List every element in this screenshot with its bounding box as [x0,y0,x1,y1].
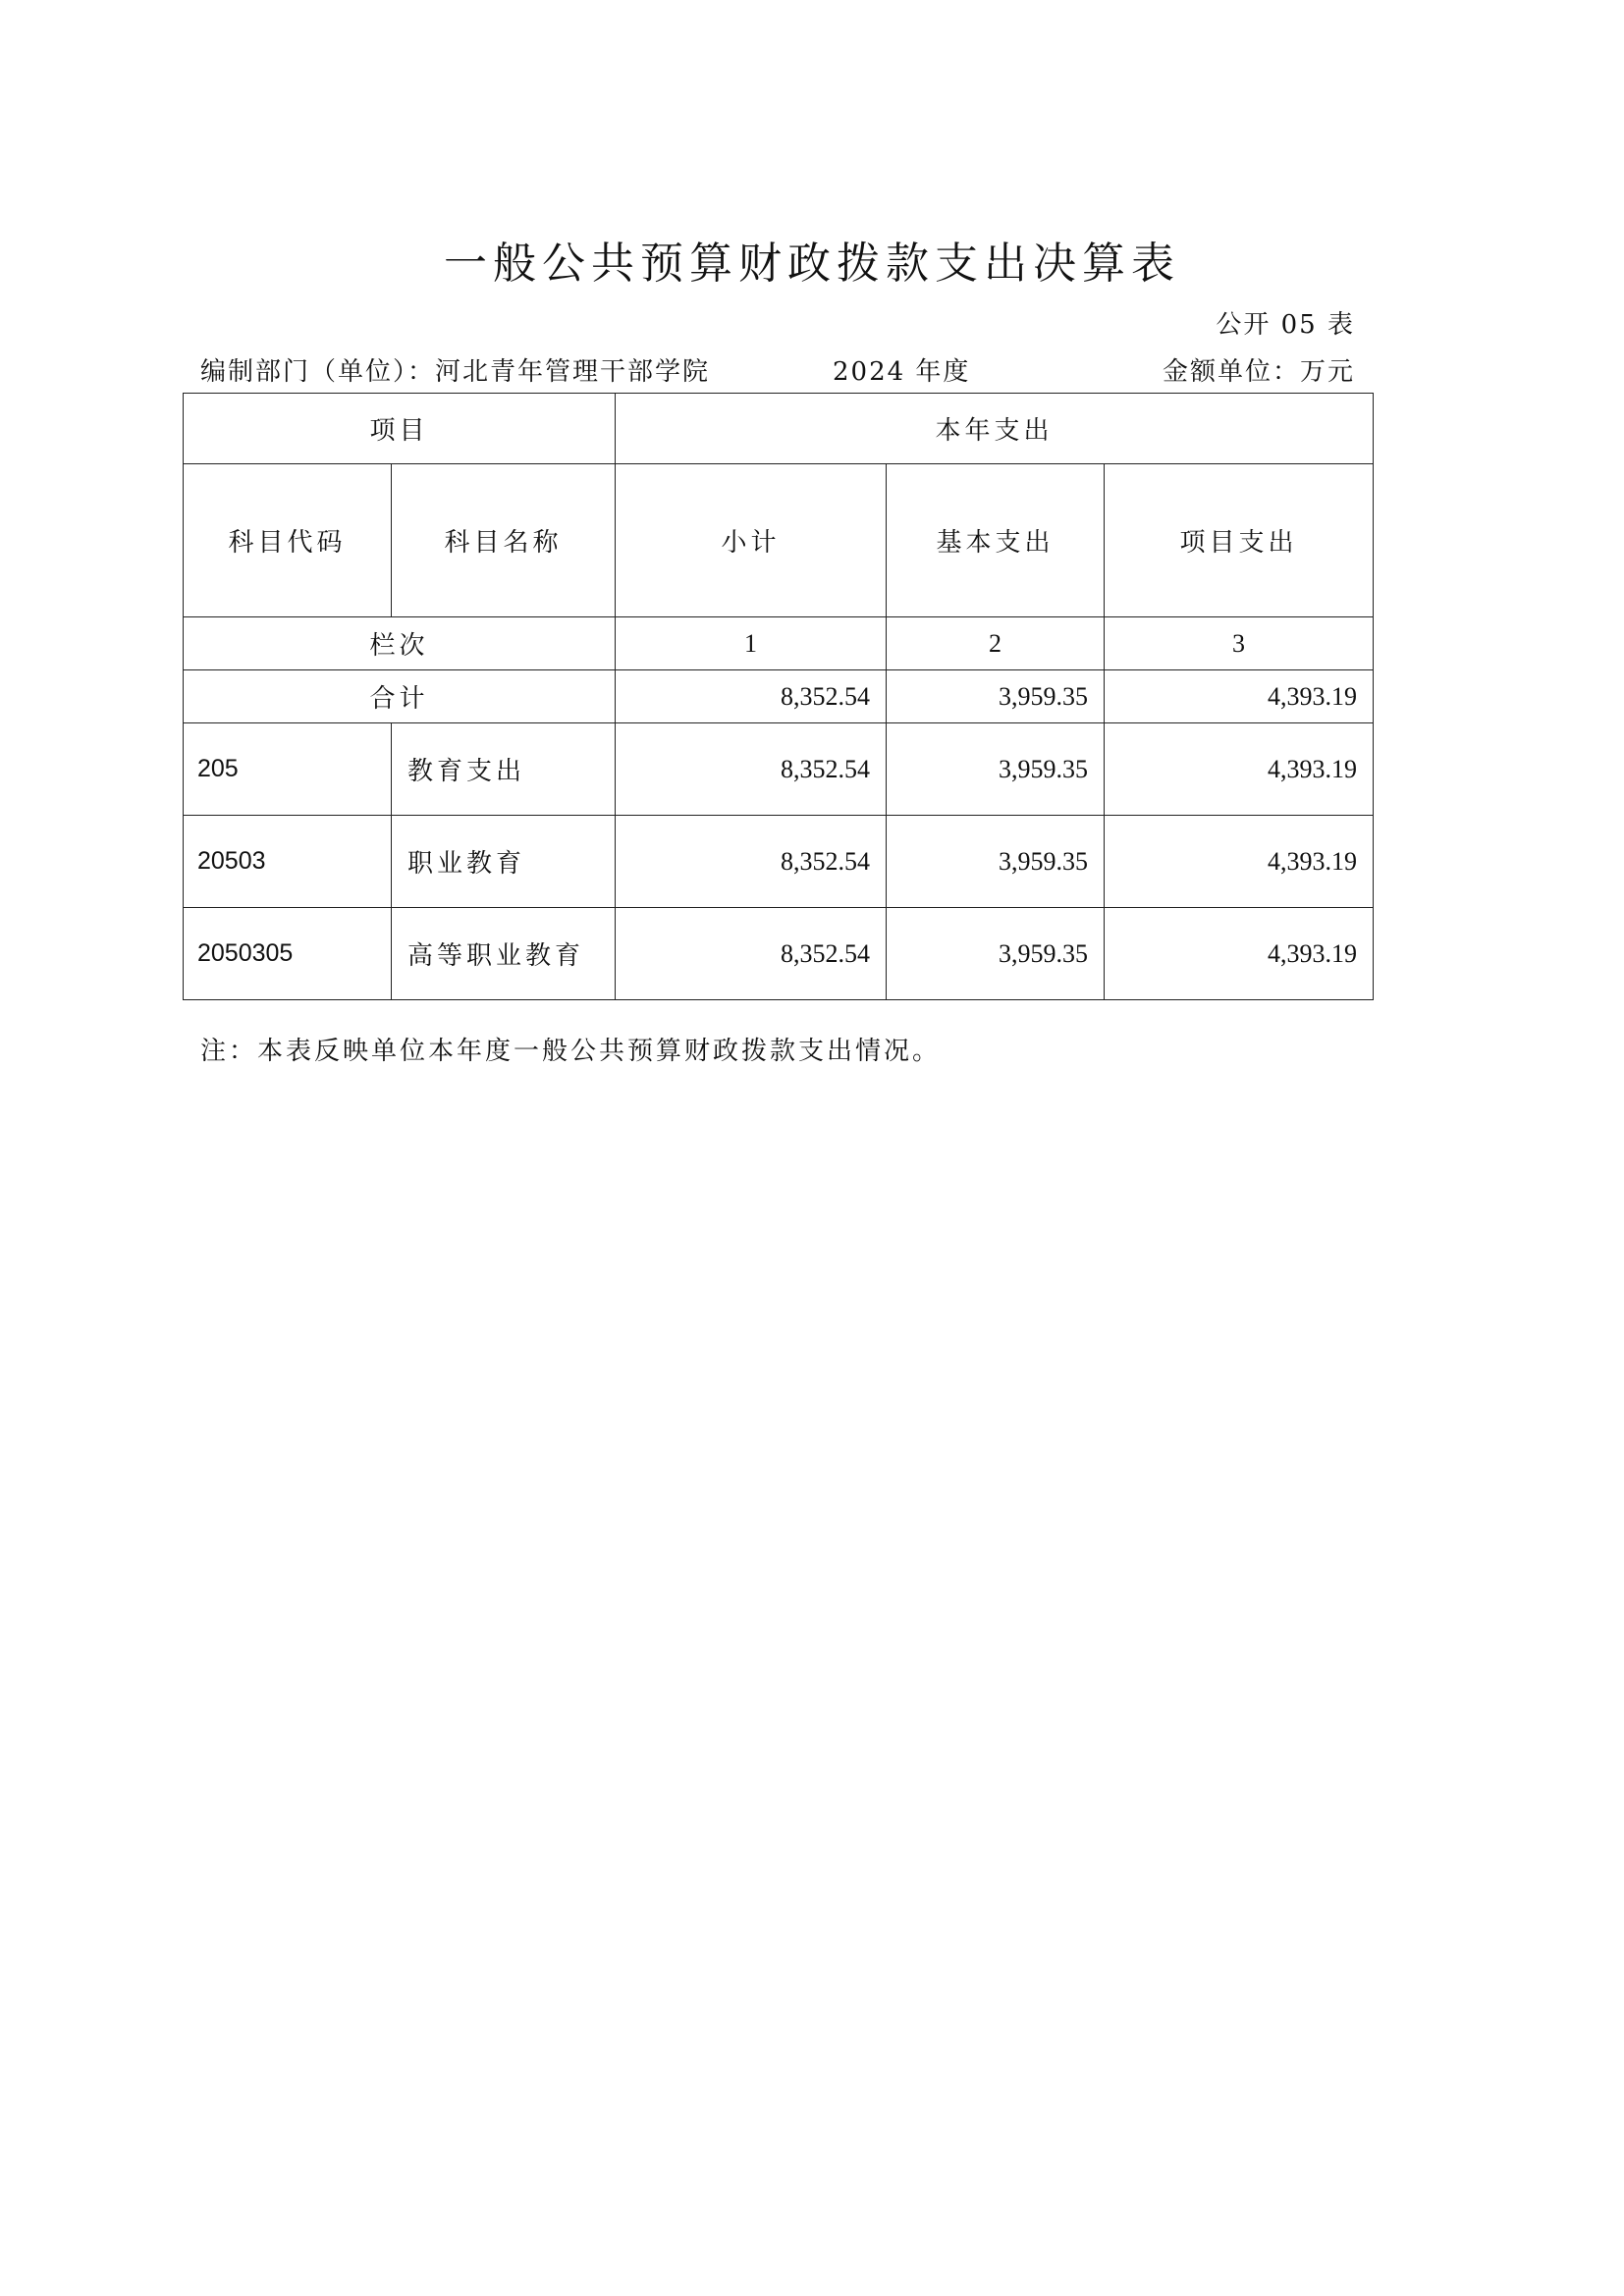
column-number-3: 3 [1105,617,1374,670]
year-label: 2024 年度 [833,357,971,387]
row-name: 职业教育 [392,816,616,908]
table-row [184,816,1374,908]
column-number-2: 2 [887,617,1105,670]
row-code: 2050305 [184,908,392,1000]
table-note: 注：本表反映单位本年度一般公共预算财政拨款支出情况。 [200,1037,942,1066]
header-subject-name: 科目名称 [392,464,616,617]
column-number-1: 1 [616,617,887,670]
amount-unit-label: 金额单位：万元 [1162,357,1355,387]
table-row [184,908,1374,1000]
row-subtotal: 8,352.54 [616,723,887,816]
row-subtotal: 8,352.54 [616,816,887,908]
row-code: 20503 [184,816,392,908]
column-number-row [184,617,1374,670]
total-subtotal: 8,352.54 [616,670,887,723]
row-basic: 3,959.35 [887,816,1105,908]
column-number-label: 栏次 [184,617,616,670]
department-label: 编制部门（单位）：河北青年管理干部学院 [200,357,711,387]
row-basic: 3,959.35 [887,908,1105,1000]
header-current-year: 本年支出 [616,394,1374,464]
header-project: 项目支出 [1105,464,1374,617]
total-label: 合计 [184,670,616,723]
header-basic: 基本支出 [887,464,1105,617]
total-basic: 3,959.35 [887,670,1105,723]
row-name: 高等职业教育 [392,908,616,1000]
row-basic: 3,959.35 [887,723,1105,816]
table-row [184,723,1374,816]
header-item: 项目 [184,394,616,464]
total-row [184,670,1374,723]
header-subtotal: 小计 [616,464,887,617]
row-project: 4,393.19 [1105,908,1374,1000]
row-project: 4,393.19 [1105,816,1374,908]
header-subject-code: 科目代码 [184,464,392,617]
row-code: 205 [184,723,392,816]
row-name: 教育支出 [392,723,616,816]
header-row-1 [184,394,1374,464]
form-number: 公开 05 表 [1216,310,1355,340]
page-title: 一般公共预算财政拨款支出决算表 [444,239,1180,289]
row-subtotal: 8,352.54 [616,908,887,1000]
expenditure-table [183,393,1374,1000]
total-project: 4,393.19 [1105,670,1374,723]
header-row-2 [184,464,1374,617]
row-project: 4,393.19 [1105,723,1374,816]
